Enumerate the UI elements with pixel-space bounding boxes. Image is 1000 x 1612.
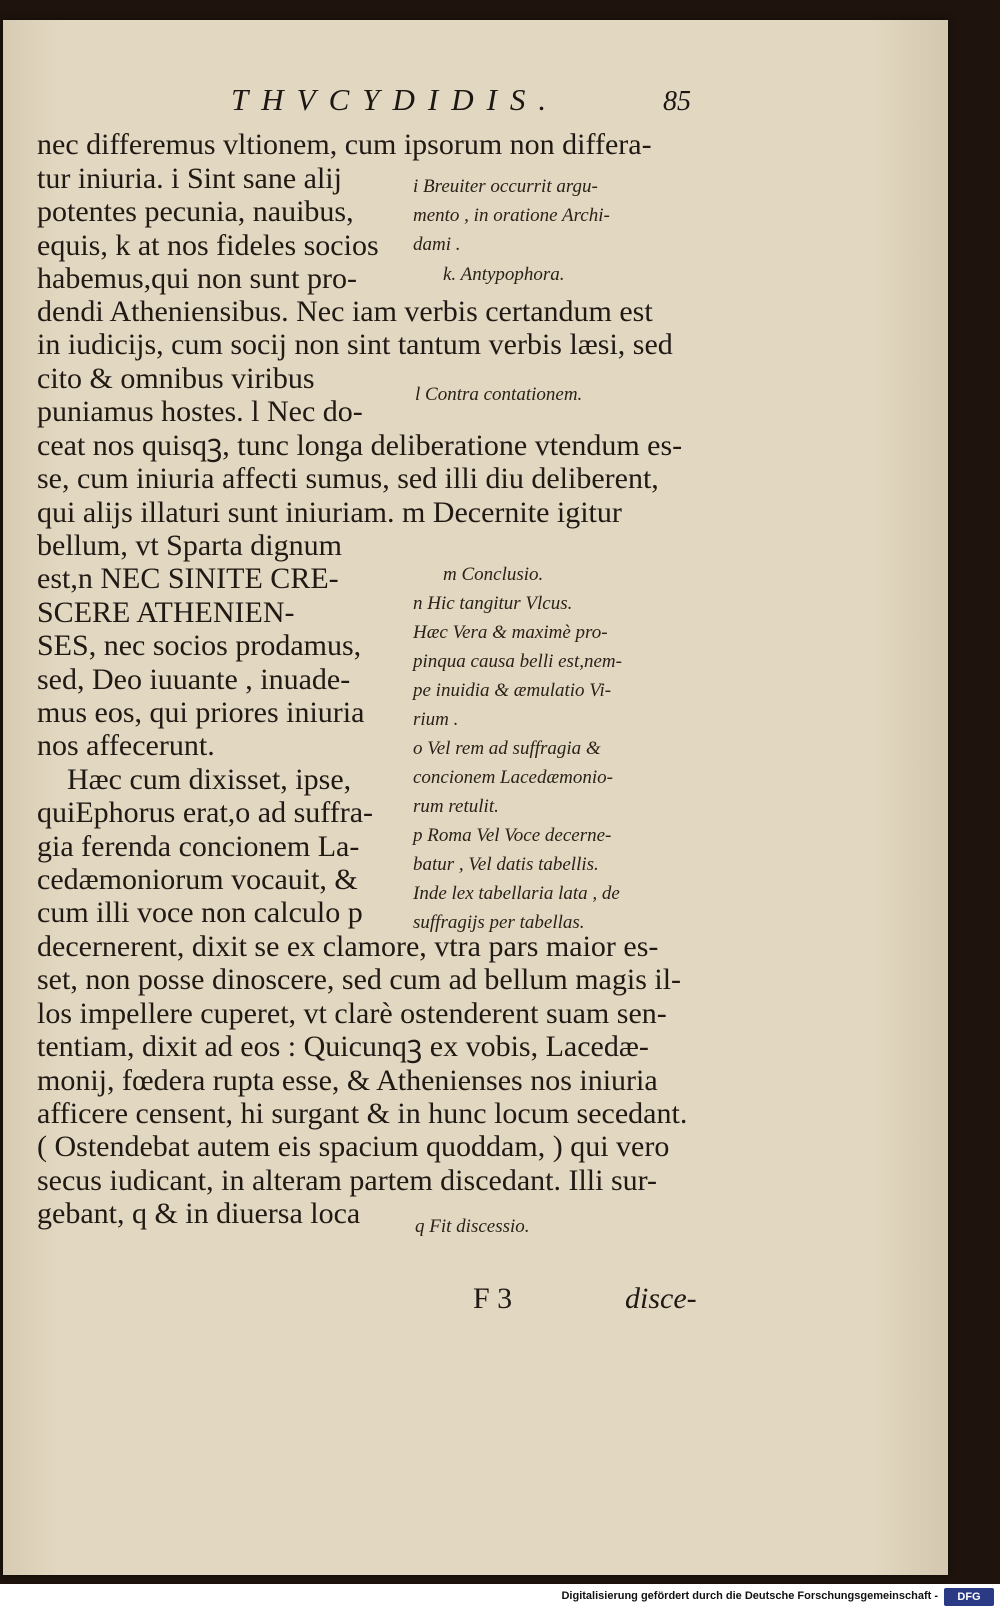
marginal-gloss-i: [413, 172, 610, 259]
gloss-line: m Conclusio.: [443, 564, 544, 585]
text-block-d: [37, 362, 407, 429]
text-line: mus eos, qui priores iniuria: [37, 695, 365, 729]
text-line: gebant, q & in diuersa loca: [37, 1197, 361, 1230]
running-title: THVCYDIDIS.: [231, 82, 560, 117]
page-number: 85: [663, 86, 691, 117]
text-line: set, non posse dinoscere, sed cum ad bellum magis il-: [37, 963, 682, 997]
text-line: puniamus hostes. l Nec do-: [37, 395, 363, 429]
gloss-line: pinqua causa belli est,nem-: [413, 651, 622, 672]
text-line: cito & omnibus viribus: [37, 362, 315, 395]
gloss-line: k. Antypophora.: [443, 264, 565, 285]
text-line: cedæmoniorum vocauit, &: [37, 862, 358, 896]
marginal-gloss-m-to-p: [413, 560, 622, 937]
text-line: tentiam, dixit ad eos : Quicunqꝫ ex vobis, Lacedæ-: [37, 1030, 649, 1064]
text-line: se, cum iniuria affecti sumus, sed illi diu deliberent,: [37, 462, 659, 496]
text-line: decernerent, dixit se ex clamore, vtra pars maior es-: [37, 930, 659, 963]
gloss-line: q Fit discessio.: [415, 1216, 530, 1237]
gloss-line: Inde lex tabellaria lata , de: [413, 883, 620, 904]
text-line: SCERE ATHENIEN-: [37, 595, 295, 629]
text-line: bellum, vt Sparta dignum: [37, 529, 342, 562]
text-line: cum illi voce non calculo p: [37, 896, 363, 930]
gloss-line: batur , Vel datis tabellis.: [413, 854, 599, 875]
text-line: secus iudicant, in alteram partem discedant. Illi sur-: [37, 1163, 658, 1197]
gloss-line: p Roma Vel Voce decerne-: [413, 825, 612, 846]
gloss-line: o Vel rem ad suffragia &: [413, 738, 601, 759]
text-line: SES, nec socios prodamus,: [37, 629, 362, 663]
text-line: ceat nos quisqꝫ, tunc longa deliberatione vtendum es-: [37, 429, 683, 462]
gloss-line: mento , in oratione Archi-: [413, 205, 610, 226]
catchword: disce-: [625, 1282, 697, 1315]
text-line: gia ferenda concionem La-: [37, 829, 360, 863]
gloss-line: pe inuidia & æmulatio Vi-: [413, 680, 612, 701]
text-block-g: [37, 930, 717, 1197]
gloss-line: l Contra contationem.: [415, 384, 583, 405]
marginal-gloss-k: [443, 260, 565, 289]
text-line: in iudicijs, cum socij non sint tantum verbis læsi, sed: [37, 328, 673, 362]
text-block-c: [37, 295, 717, 362]
gloss-line: dami .: [413, 234, 461, 255]
text-line: monij, fœdera rupta esse, & Athenienses nos iniuria: [37, 1063, 658, 1097]
text-line: habemus,qui non sunt pro-: [37, 262, 357, 296]
digitization-footer: [0, 1584, 1000, 1612]
text-line: nec differemus vltionem, cum ipsorum non differa-: [37, 128, 652, 161]
funding-credit: Digitalisierung gefördert durch die Deutsche Forschungsgemeinschaft -: [561, 1590, 938, 1602]
text-line: los impellere cuperet, vt clarè ostenderent suam sen-: [37, 996, 667, 1030]
text-block-last: [37, 1197, 407, 1230]
dfg-logo: DFG: [944, 1588, 994, 1606]
gloss-line: rum retulit.: [413, 796, 499, 817]
text-line: equis, k at nos fideles socios: [37, 228, 379, 262]
gloss-line: concionem Lacedæmonio-: [413, 767, 613, 788]
marginal-gloss-l: [415, 380, 582, 409]
text-line: nos affecerunt.: [37, 729, 215, 763]
text-line: qui alijs illaturi sunt iniuriam. m Decernite igitur: [37, 495, 622, 529]
marginal-gloss-q: [415, 1212, 530, 1241]
gloss-line: i Breuiter occurrit argu-: [413, 176, 598, 197]
page-header: [3, 82, 948, 132]
text-line: sed, Deo iuuante , inuade-: [37, 662, 351, 696]
book-page: [3, 20, 948, 1575]
text-line: est,n NEC SINITE CRE-: [37, 562, 339, 596]
signature-mark: F 3: [473, 1282, 513, 1315]
gloss-line: suffragijs per tabellas.: [413, 912, 585, 933]
text-block-b: [37, 162, 407, 296]
text-line: Hæc cum dixisset, ipse,: [37, 762, 352, 796]
text-line: tur iniuria. i Sint sane alij: [37, 162, 342, 195]
text-line: ( Ostendebat autem eis spacium quoddam, ) qui vero: [37, 1130, 670, 1164]
text-line: dendi Atheniensibus. Nec iam verbis certandum est: [37, 295, 653, 328]
text-line: potentes pecunia, nauibus,: [37, 195, 354, 229]
text-block-e: [37, 429, 717, 529]
text-block-f: [37, 529, 407, 930]
text-block-a: [37, 128, 717, 161]
gloss-line: rium .: [413, 709, 459, 730]
text-line: quiEphorus erat,o ad suffra-: [37, 796, 374, 830]
gloss-line: Hæc Vera & maximè pro-: [413, 622, 608, 643]
text-line: afficere censent, hi surgant & in hunc locum secedant.: [37, 1096, 688, 1130]
gloss-line: n Hic tangitur Vlcus.: [413, 593, 573, 614]
